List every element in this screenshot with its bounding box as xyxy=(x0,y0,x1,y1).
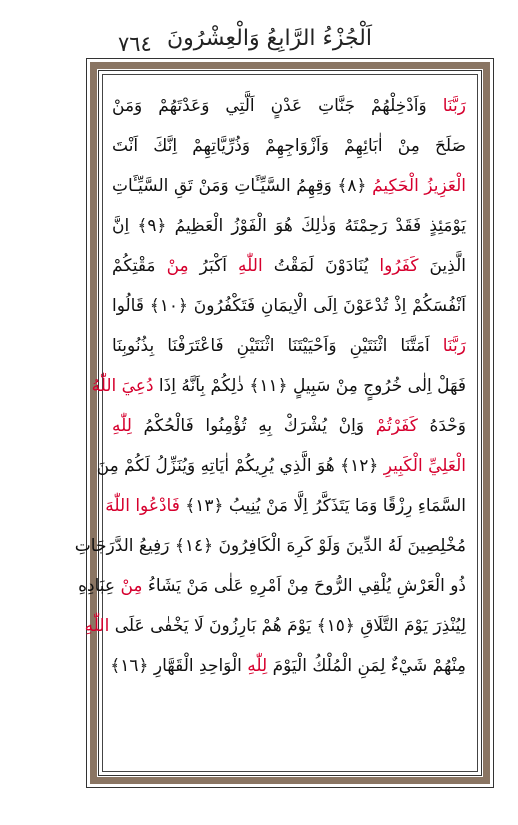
verse-line xyxy=(112,166,466,206)
highlighted-word: اللّٰهِ xyxy=(238,256,263,276)
highlighted-word: الْعَلِيِّ الْكَبِيرِ xyxy=(383,456,466,476)
verse-line xyxy=(112,646,466,686)
quran-text-block xyxy=(74,86,467,756)
highlighted-word: فَادْعُوا اللّٰهَ xyxy=(105,496,180,516)
verse-text: وَحْدَهُ xyxy=(417,416,467,436)
verse-text: السَّمَاءِ رِزْقًا وَمَا يَتَذَكَّرُ اِلَّا مَنْ يُنِيبُ ﴿١٣﴾ xyxy=(179,496,466,516)
juz-title: اَلْجُزْءُ الرَّابِعُ وَالْعِشْرُونَ xyxy=(167,26,372,51)
highlighted-word: كَفَرُوا xyxy=(379,256,419,276)
verse-text: فَهَلْ اِلٰى خُرُوجٍ مِنْ سَبِيلٍ ﴿١١﴾ ذٰلِكُمْ بِاَنَّهُ اِذَا xyxy=(153,376,466,396)
highlighted-word: مِنْ xyxy=(120,576,143,596)
verse-text: اَمَتَّنَا اثْنَتَيْنِ وَاَحْيَيْتَنَا اثْنَتَيْنِ فَاعْتَرَفْنَا بِذُنُوبِنَا xyxy=(112,336,443,356)
verse-text: صَلَحَ مِنْ اٰبَائِهِمْ وَاَزْوَاجِهِمْ وَذُرِّيَّاتِهِمْ اِنَّكَ اَنْتَ xyxy=(112,136,466,156)
verse-text: ﴿١٢﴾ هُوَ الَّذِي يُرِيكُمْ اٰيَاتِهِ وَيُنَزِّلُ لَكُمْ مِنَ xyxy=(96,456,384,476)
verse-line xyxy=(74,526,466,566)
verse-line xyxy=(112,126,466,166)
verse-line xyxy=(84,606,466,646)
verse-line xyxy=(96,446,466,486)
verse-line xyxy=(112,326,466,366)
verse-line xyxy=(78,566,466,606)
highlighted-word: كَفَرْتُمْ xyxy=(375,416,418,436)
verse-line xyxy=(112,246,466,286)
verse-text: يَوْمَئِذٍ فَقَدْ رَحِمْتَهُ وَذٰلِكَ هُوَ الْفَوْزُ الْعَظِيمُ ﴿٩﴾ اِنَّ xyxy=(112,216,467,236)
verse-text: وَاِنْ يُشْرَكْ بِهِ تُؤْمِنُوا فَالْحُكْمُ xyxy=(131,416,376,436)
highlighted-word: رَبَّنَا xyxy=(442,96,466,116)
verse-line xyxy=(91,366,466,406)
verse-text: اَنْفُسَكُمْ اِذْ تُدْعَوْنَ اِلَى الْاِيمَانِ فَتَكْفُرُونَ ﴿١٠﴾ قَالُوا xyxy=(112,296,467,316)
verse-text: يُنَادَوْنَ لَمَقْتُ xyxy=(262,256,380,276)
verse-line xyxy=(112,86,466,126)
highlighted-word: دُعِيَ اللّٰهُ xyxy=(91,376,154,396)
verse-line xyxy=(112,406,466,446)
verse-line xyxy=(112,286,466,326)
verse-text: مَقْتِكُمْ xyxy=(112,256,167,276)
verse-text: مِنْهُمْ شَيْءٌ لِمَنِ الْمُلْكُ الْيَوْمَ xyxy=(267,656,466,676)
highlighted-word: اللّٰهِ xyxy=(84,616,110,636)
highlighted-word: لِلّٰهِ xyxy=(112,416,132,436)
verse-text: الَّذِينَ xyxy=(418,256,466,276)
verse-text: ذُو الْعَرْشِ يُلْقِي الرُّوحَ مِنْ اَمْرِهِ عَلٰى مَنْ يَشَاءُ xyxy=(142,576,466,596)
highlighted-word: رَبَّنَا xyxy=(442,336,466,356)
verse-text: وَاَدْخِلْهُمْ جَنَّاتِ عَدْنٍ اَلَّتِي وَعَدْتَهُمْ وَمَنْ xyxy=(112,96,443,116)
highlighted-word: لِلّٰهِ xyxy=(247,656,268,676)
verse-text: اَكْبَرُ xyxy=(188,256,239,276)
page-number: ٤٦٧ xyxy=(118,32,152,56)
verse-line xyxy=(105,486,466,526)
highlighted-word: مِنْ xyxy=(166,256,189,276)
verse-line xyxy=(112,206,466,246)
highlighted-word: الْعَزِيزُ الْحَكِيمُ xyxy=(372,176,467,196)
verse-text: عِبَادِهِ xyxy=(78,576,121,596)
verse-text: ﴿٨﴾ وَقِهِمُ السَّيِّـَٔاتِ وَمَنْ تَقِ السَّيِّـَٔاتِ xyxy=(112,176,373,196)
verse-text: مُخْلِصِينَ لَهُ الدِّينَ وَلَوْ كَرِهَ الْكَافِرُونَ ﴿١٤﴾ رَفِيعُ الدَّرَجَاتِ xyxy=(74,536,466,556)
verse-text: لِيُنْذِرَ يَوْمَ التَّلَاقِ ﴿١٥﴾ يَوْمَ هُمْ بَارِزُونَ لَا يَخْفٰى عَلَى xyxy=(109,616,466,636)
verse-text: الْوَاحِدِ الْقَهَّارِ ﴿١٦﴾ xyxy=(110,656,248,676)
